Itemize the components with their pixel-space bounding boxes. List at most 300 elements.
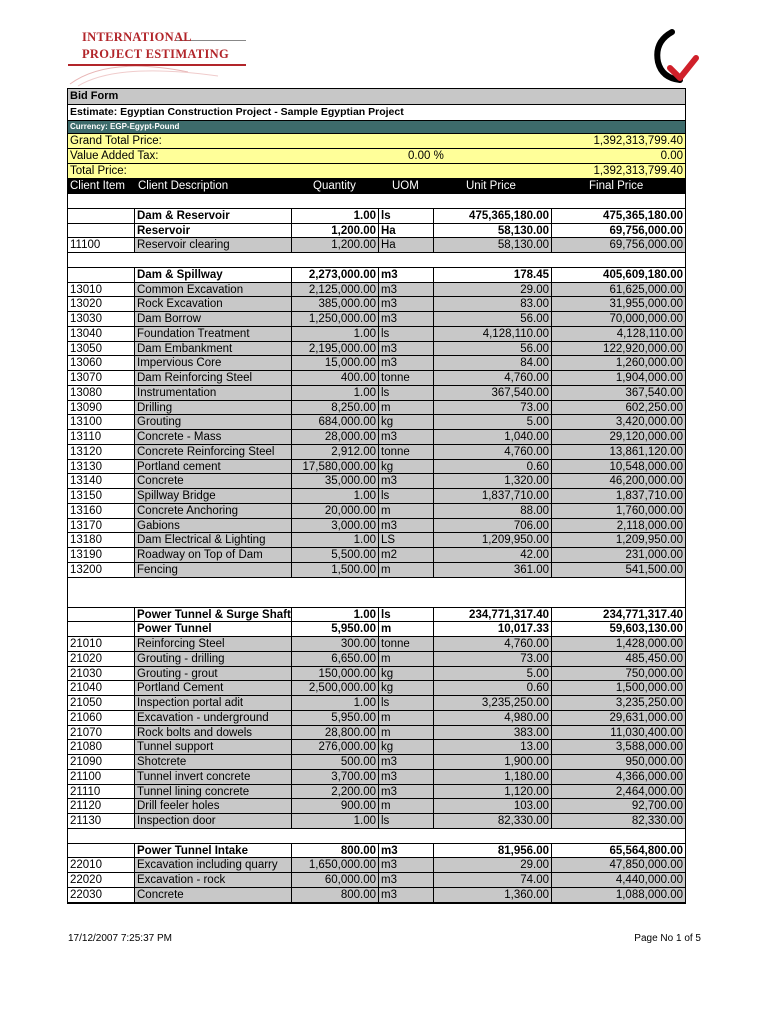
unit-price-cell: 84.00 bbox=[434, 356, 552, 371]
unit-price-cell: 56.00 bbox=[434, 312, 552, 327]
unit-price-cell: 3,235,250.00 bbox=[434, 696, 552, 711]
quantity-cell: 5,500.00 bbox=[292, 548, 379, 563]
item-cell: 13090 bbox=[68, 401, 135, 416]
quantity-cell: 5,950.00 bbox=[292, 622, 379, 637]
item-cell bbox=[68, 829, 135, 844]
item-cell: 21060 bbox=[68, 711, 135, 726]
description-cell: Dam Embankment bbox=[135, 342, 292, 357]
table-row bbox=[68, 652, 685, 667]
quantity-cell: 400.00 bbox=[292, 371, 379, 386]
unit-price-cell: 73.00 bbox=[434, 652, 552, 667]
description-cell: Drilling bbox=[135, 401, 292, 416]
final-price-cell: 69,756,000.00 bbox=[552, 238, 685, 253]
col-client-item: Client Item bbox=[70, 180, 125, 192]
col-uom: UOM bbox=[392, 180, 419, 192]
quantity-cell: 1.00 bbox=[292, 608, 379, 623]
uom-cell: ls bbox=[379, 608, 434, 623]
uom-cell bbox=[379, 253, 434, 268]
quantity-cell: 1.00 bbox=[292, 209, 379, 224]
unit-price-cell: 88.00 bbox=[434, 504, 552, 519]
item-cell: 13110 bbox=[68, 430, 135, 445]
description-cell bbox=[135, 194, 292, 209]
item-cell: 21070 bbox=[68, 726, 135, 741]
quantity-cell: 800.00 bbox=[292, 888, 379, 903]
table-row bbox=[68, 667, 685, 682]
col-unit-price: Unit Price bbox=[466, 180, 516, 192]
table-row bbox=[68, 342, 685, 357]
item-cell: 21090 bbox=[68, 755, 135, 770]
unit-price-cell: 4,760.00 bbox=[434, 371, 552, 386]
item-cell bbox=[68, 608, 135, 623]
logo-text-line1: INTERNATIONAL bbox=[82, 30, 192, 44]
item-cell: 21080 bbox=[68, 740, 135, 755]
unit-price-cell: 82,330.00 bbox=[434, 814, 552, 829]
quantity-cell: 6,650.00 bbox=[292, 652, 379, 667]
description-cell: Drill feeler holes bbox=[135, 799, 292, 814]
uom-cell: m bbox=[379, 652, 434, 667]
description-cell: Portland Cement bbox=[135, 681, 292, 696]
unit-price-cell: 4,128,110.00 bbox=[434, 327, 552, 342]
description-cell: Fencing bbox=[135, 563, 292, 578]
unit-price-cell: 74.00 bbox=[434, 873, 552, 888]
quantity-cell: 900.00 bbox=[292, 799, 379, 814]
final-price-cell: 2,464,000.00 bbox=[552, 785, 685, 800]
table-row bbox=[68, 563, 685, 578]
table-row bbox=[68, 415, 685, 430]
uom-cell: kg bbox=[379, 415, 434, 430]
uom-cell: kg bbox=[379, 667, 434, 682]
description-cell: Excavation - rock bbox=[135, 873, 292, 888]
final-price-cell: 4,440,000.00 bbox=[552, 873, 685, 888]
grand-total-value: 1,392,313,799.40 bbox=[593, 135, 683, 147]
unit-price-cell: 1,320.00 bbox=[434, 474, 552, 489]
table-row bbox=[68, 238, 685, 253]
unit-price-cell: 83.00 bbox=[434, 297, 552, 312]
grand-total-row bbox=[68, 134, 685, 149]
table-row bbox=[68, 504, 685, 519]
quantity-cell bbox=[292, 829, 379, 844]
final-price-cell: 92,700.00 bbox=[552, 799, 685, 814]
unit-price-cell: 13.00 bbox=[434, 740, 552, 755]
quantity-cell: 2,912.00 bbox=[292, 445, 379, 460]
item-cell: 13010 bbox=[68, 283, 135, 298]
description-cell: Instrumentation bbox=[135, 386, 292, 401]
uom-cell: m3 bbox=[379, 519, 434, 534]
description-cell: Tunnel support bbox=[135, 740, 292, 755]
description-cell: Reservoir bbox=[135, 224, 292, 239]
unit-price-cell: 1,900.00 bbox=[434, 755, 552, 770]
table-row bbox=[68, 637, 685, 652]
description-cell: Grouting - drilling bbox=[135, 652, 292, 667]
uom-cell: m bbox=[379, 711, 434, 726]
quantity-cell: 150,000.00 bbox=[292, 667, 379, 682]
footer-timestamp: 17/12/2007 7:25:37 PM bbox=[68, 933, 172, 944]
table-row bbox=[68, 681, 685, 696]
final-price-cell: 59,603,130.00 bbox=[552, 622, 685, 637]
description-cell: Inspection door bbox=[135, 814, 292, 829]
item-cell: 13080 bbox=[68, 386, 135, 401]
quantity-cell: 800.00 bbox=[292, 844, 379, 859]
uom-cell: ls bbox=[379, 209, 434, 224]
quantity-cell: 2,200.00 bbox=[292, 785, 379, 800]
table-row bbox=[68, 726, 685, 741]
currency-label: Currency: EGP-Egypt-Pound bbox=[68, 121, 685, 134]
uom-cell: tonne bbox=[379, 371, 434, 386]
uom-cell: m bbox=[379, 799, 434, 814]
quantity-cell: 276,000.00 bbox=[292, 740, 379, 755]
unit-price-cell: 1,837,710.00 bbox=[434, 489, 552, 504]
final-price-cell: 29,631,000.00 bbox=[552, 711, 685, 726]
footer-page-number: Page No 1 of 5 bbox=[634, 933, 701, 944]
logo-text-line2: PROJECT ESTIMATING bbox=[82, 47, 229, 61]
uom-cell: Ha bbox=[379, 224, 434, 239]
item-cell bbox=[68, 253, 135, 268]
uom-cell: m3 bbox=[379, 844, 434, 859]
uom-cell: kg bbox=[379, 460, 434, 475]
description-cell: Power Tunnel bbox=[135, 622, 292, 637]
section-row bbox=[68, 268, 685, 283]
unit-price-cell: 56.00 bbox=[434, 342, 552, 357]
final-price-cell: 1,904,000.00 bbox=[552, 371, 685, 386]
final-price-cell: 1,260,000.00 bbox=[552, 356, 685, 371]
description-cell: Reservoir clearing bbox=[135, 238, 292, 253]
final-price-cell: 2,118,000.00 bbox=[552, 519, 685, 534]
quantity-cell: 1,650,000.00 bbox=[292, 858, 379, 873]
quantity-cell: 1.00 bbox=[292, 327, 379, 342]
quantity-cell bbox=[292, 253, 379, 268]
final-price-cell: 69,756,000.00 bbox=[552, 224, 685, 239]
description-cell bbox=[135, 578, 292, 608]
description-cell: Concrete Reinforcing Steel bbox=[135, 445, 292, 460]
final-price-cell: 70,000,000.00 bbox=[552, 312, 685, 327]
description-cell: Power Tunnel Intake bbox=[135, 844, 292, 859]
unit-price-cell: 58,130.00 bbox=[434, 238, 552, 253]
spacer-row bbox=[68, 578, 685, 608]
description-cell: Roadway on Top of Dam bbox=[135, 548, 292, 563]
table-row bbox=[68, 356, 685, 371]
brand-mark-icon bbox=[650, 28, 700, 86]
item-cell: 22020 bbox=[68, 873, 135, 888]
quantity-cell: 60,000.00 bbox=[292, 873, 379, 888]
uom-cell: m3 bbox=[379, 430, 434, 445]
item-cell: 21010 bbox=[68, 637, 135, 652]
table-row bbox=[68, 770, 685, 785]
final-price-cell: 4,366,000.00 bbox=[552, 770, 685, 785]
item-cell bbox=[68, 844, 135, 859]
uom-cell: m3 bbox=[379, 770, 434, 785]
item-cell: 13150 bbox=[68, 489, 135, 504]
final-price-cell: 10,548,000.00 bbox=[552, 460, 685, 475]
uom-cell: kg bbox=[379, 681, 434, 696]
item-cell: 21100 bbox=[68, 770, 135, 785]
unit-price-cell: 4,760.00 bbox=[434, 445, 552, 460]
uom-cell: m3 bbox=[379, 268, 434, 283]
unit-price-cell: 42.00 bbox=[434, 548, 552, 563]
final-price-cell: 11,030,400.00 bbox=[552, 726, 685, 741]
section-row bbox=[68, 224, 685, 239]
quantity-cell: 1.00 bbox=[292, 533, 379, 548]
unit-price-cell: 73.00 bbox=[434, 401, 552, 416]
item-cell: 13130 bbox=[68, 460, 135, 475]
table-row bbox=[68, 533, 685, 548]
uom-cell: ls bbox=[379, 696, 434, 711]
final-price-cell bbox=[552, 578, 685, 608]
table-row bbox=[68, 519, 685, 534]
uom-cell bbox=[379, 829, 434, 844]
final-price-cell: 82,330.00 bbox=[552, 814, 685, 829]
total-label: Total Price: bbox=[70, 165, 127, 177]
uom-cell: m3 bbox=[379, 283, 434, 298]
bid-form-title: Bid Form bbox=[68, 89, 685, 105]
final-price-cell: 29,120,000.00 bbox=[552, 430, 685, 445]
item-cell: 21110 bbox=[68, 785, 135, 800]
final-price-cell: 46,200,000.00 bbox=[552, 474, 685, 489]
description-cell: Concrete bbox=[135, 474, 292, 489]
quantity-cell: 1.00 bbox=[292, 696, 379, 711]
table-row bbox=[68, 297, 685, 312]
table-row bbox=[68, 489, 685, 504]
uom-cell: m2 bbox=[379, 548, 434, 563]
quantity-cell: 2,125,000.00 bbox=[292, 283, 379, 298]
unit-price-cell: 1,120.00 bbox=[434, 785, 552, 800]
description-cell: Dam & Spillway bbox=[135, 268, 292, 283]
final-price-cell bbox=[552, 253, 685, 268]
description-cell: Tunnel invert concrete bbox=[135, 770, 292, 785]
vat-percent: 0.00 % bbox=[408, 150, 444, 162]
unit-price-cell: 234,771,317.40 bbox=[434, 608, 552, 623]
item-cell: 13140 bbox=[68, 474, 135, 489]
unit-price-cell bbox=[434, 578, 552, 608]
quantity-cell: 1.00 bbox=[292, 489, 379, 504]
table-row bbox=[68, 548, 685, 563]
spacer-row bbox=[68, 253, 685, 268]
unit-price-cell: 0.60 bbox=[434, 681, 552, 696]
description-cell: Concrete bbox=[135, 888, 292, 903]
uom-cell: tonne bbox=[379, 445, 434, 460]
uom-cell: kg bbox=[379, 740, 434, 755]
final-price-cell: 65,564,800.00 bbox=[552, 844, 685, 859]
final-price-cell: 1,500,000.00 bbox=[552, 681, 685, 696]
final-price-cell: 1,760,000.00 bbox=[552, 504, 685, 519]
col-client-description: Client Description bbox=[138, 180, 229, 192]
uom-cell: m3 bbox=[379, 356, 434, 371]
table-row bbox=[68, 696, 685, 711]
description-cell bbox=[135, 829, 292, 844]
description-cell: Dam Borrow bbox=[135, 312, 292, 327]
uom-cell: ls bbox=[379, 386, 434, 401]
column-header-row bbox=[68, 179, 685, 194]
table-row bbox=[68, 799, 685, 814]
description-cell: Gabions bbox=[135, 519, 292, 534]
quantity-cell: 1,500.00 bbox=[292, 563, 379, 578]
unit-price-cell bbox=[434, 829, 552, 844]
unit-price-cell: 1,180.00 bbox=[434, 770, 552, 785]
estimate-title: Estimate: Egyptian Construction Project - Sample Egyptian Project bbox=[68, 105, 685, 121]
item-cell: 13200 bbox=[68, 563, 135, 578]
final-price-cell: 13,861,120.00 bbox=[552, 445, 685, 460]
table-row bbox=[68, 386, 685, 401]
description-cell: Rock bolts and dowels bbox=[135, 726, 292, 741]
item-cell: 13070 bbox=[68, 371, 135, 386]
item-cell bbox=[68, 268, 135, 283]
unit-price-cell: 10,017.33 bbox=[434, 622, 552, 637]
quantity-cell: 3,000.00 bbox=[292, 519, 379, 534]
final-price-cell: 367,540.00 bbox=[552, 386, 685, 401]
description-cell: Common Excavation bbox=[135, 283, 292, 298]
description-cell: Power Tunnel & Surge Shaft bbox=[137, 608, 291, 621]
uom-cell: tonne bbox=[379, 637, 434, 652]
description-cell: Tunnel lining concrete bbox=[135, 785, 292, 800]
quantity-cell: 1,250,000.00 bbox=[292, 312, 379, 327]
item-cell: 13040 bbox=[68, 327, 135, 342]
unit-price-cell: 383.00 bbox=[434, 726, 552, 741]
final-price-cell bbox=[552, 194, 685, 209]
table-row bbox=[68, 711, 685, 726]
unit-price-cell: 4,980.00 bbox=[434, 711, 552, 726]
quantity-cell: 684,000.00 bbox=[292, 415, 379, 430]
description-cell: Dam Electrical & Lighting bbox=[135, 533, 292, 548]
table-row bbox=[68, 430, 685, 445]
unit-price-cell bbox=[434, 253, 552, 268]
uom-cell: m3 bbox=[379, 342, 434, 357]
bid-items-table bbox=[68, 194, 685, 903]
description-cell: Foundation Treatment bbox=[135, 327, 292, 342]
final-price-cell: 950,000.00 bbox=[552, 755, 685, 770]
quantity-cell bbox=[292, 194, 379, 209]
final-price-cell: 122,920,000.00 bbox=[552, 342, 685, 357]
spacer-row bbox=[68, 194, 685, 209]
final-price-cell: 3,420,000.00 bbox=[552, 415, 685, 430]
uom-cell: m3 bbox=[379, 755, 434, 770]
item-cell: 21050 bbox=[68, 696, 135, 711]
grand-total-label: Grand Total Price: bbox=[70, 135, 162, 147]
description-cell bbox=[135, 253, 292, 268]
quantity-cell: 2,195,000.00 bbox=[292, 342, 379, 357]
final-price-cell: 234,771,317.40 bbox=[552, 608, 685, 623]
table-row bbox=[68, 785, 685, 800]
unit-price-cell bbox=[434, 194, 552, 209]
item-cell: 13180 bbox=[68, 533, 135, 548]
item-cell: 21040 bbox=[68, 681, 135, 696]
final-price-cell bbox=[552, 829, 685, 844]
spacer-row bbox=[68, 829, 685, 844]
table-row bbox=[68, 474, 685, 489]
final-price-cell: 3,235,250.00 bbox=[552, 696, 685, 711]
uom-cell: m3 bbox=[379, 858, 434, 873]
table-row bbox=[68, 814, 685, 829]
item-cell: 13100 bbox=[68, 415, 135, 430]
unit-price-cell: 81,956.00 bbox=[434, 844, 552, 859]
quantity-cell: 8,250.00 bbox=[292, 401, 379, 416]
item-cell: 21020 bbox=[68, 652, 135, 667]
unit-price-cell: 361.00 bbox=[434, 563, 552, 578]
quantity-cell: 35,000.00 bbox=[292, 474, 379, 489]
quantity-cell: 2,500,000.00 bbox=[292, 681, 379, 696]
quantity-cell: 5,950.00 bbox=[292, 711, 379, 726]
item-cell bbox=[68, 194, 135, 209]
quantity-cell: 1.00 bbox=[292, 386, 379, 401]
uom-cell: Ha bbox=[379, 238, 434, 253]
table-row bbox=[68, 755, 685, 770]
uom-cell bbox=[379, 578, 434, 608]
uom-cell: m3 bbox=[379, 297, 434, 312]
table-row bbox=[68, 312, 685, 327]
unit-price-cell: 5.00 bbox=[434, 667, 552, 682]
description-cell: Concrete - Mass bbox=[135, 430, 292, 445]
uom-cell: m3 bbox=[379, 888, 434, 903]
final-price-cell: 602,250.00 bbox=[552, 401, 685, 416]
quantity-cell: 28,800.00 bbox=[292, 726, 379, 741]
description-cell: Impervious Core bbox=[135, 356, 292, 371]
item-cell: 13030 bbox=[68, 312, 135, 327]
item-cell bbox=[68, 622, 135, 637]
description-cell: Inspection portal adit bbox=[135, 696, 292, 711]
quantity-cell: 300.00 bbox=[292, 637, 379, 652]
description-cell: Concrete Anchoring bbox=[135, 504, 292, 519]
quantity-cell: 500.00 bbox=[292, 755, 379, 770]
uom-cell: m bbox=[379, 726, 434, 741]
section-row bbox=[68, 844, 685, 859]
item-cell: 11100 bbox=[68, 238, 135, 253]
description-cell: Spillway Bridge bbox=[135, 489, 292, 504]
section-row bbox=[68, 608, 685, 623]
col-quantity: Quantity bbox=[313, 180, 356, 192]
item-cell bbox=[68, 209, 135, 224]
quantity-cell: 385,000.00 bbox=[292, 297, 379, 312]
item-cell: 13160 bbox=[68, 504, 135, 519]
description-cell: Reinforcing Steel bbox=[135, 637, 292, 652]
vat-row bbox=[68, 149, 685, 164]
description-cell: Rock Excavation bbox=[135, 297, 292, 312]
uom-cell: ls bbox=[379, 327, 434, 342]
final-price-cell: 3,588,000.00 bbox=[552, 740, 685, 755]
bid-form-sheet bbox=[67, 88, 686, 904]
table-row bbox=[68, 371, 685, 386]
description-cell: Excavation including quarry bbox=[135, 858, 292, 873]
table-row bbox=[68, 445, 685, 460]
description-cell: Grouting bbox=[135, 415, 292, 430]
uom-cell bbox=[379, 194, 434, 209]
table-row bbox=[68, 327, 685, 342]
item-cell: 13170 bbox=[68, 519, 135, 534]
item-cell: 21120 bbox=[68, 799, 135, 814]
table-row bbox=[68, 283, 685, 298]
uom-cell: m3 bbox=[379, 312, 434, 327]
table-row bbox=[68, 888, 685, 903]
item-cell: 21130 bbox=[68, 814, 135, 829]
unit-price-cell: 1,360.00 bbox=[434, 888, 552, 903]
final-price-cell: 4,128,110.00 bbox=[552, 327, 685, 342]
final-price-cell: 750,000.00 bbox=[552, 667, 685, 682]
quantity-cell: 15,000.00 bbox=[292, 356, 379, 371]
unit-price-cell: 367,540.00 bbox=[434, 386, 552, 401]
vat-label: Value Added Tax: bbox=[70, 150, 159, 162]
final-price-cell: 405,609,180.00 bbox=[552, 268, 685, 283]
final-price-cell: 1,428,000.00 bbox=[552, 637, 685, 652]
final-price-cell: 231,000.00 bbox=[552, 548, 685, 563]
item-cell: 22030 bbox=[68, 888, 135, 903]
item-cell bbox=[68, 224, 135, 239]
unit-price-cell: 29.00 bbox=[434, 283, 552, 298]
table-row bbox=[68, 401, 685, 416]
quantity-cell: 17,580,000.00 bbox=[292, 460, 379, 475]
quantity-cell: 2,273,000.00 bbox=[292, 268, 379, 283]
table-row bbox=[68, 740, 685, 755]
final-price-cell: 485,450.00 bbox=[552, 652, 685, 667]
uom-cell: m3 bbox=[379, 873, 434, 888]
final-price-cell: 61,625,000.00 bbox=[552, 283, 685, 298]
unit-price-cell: 706.00 bbox=[434, 519, 552, 534]
